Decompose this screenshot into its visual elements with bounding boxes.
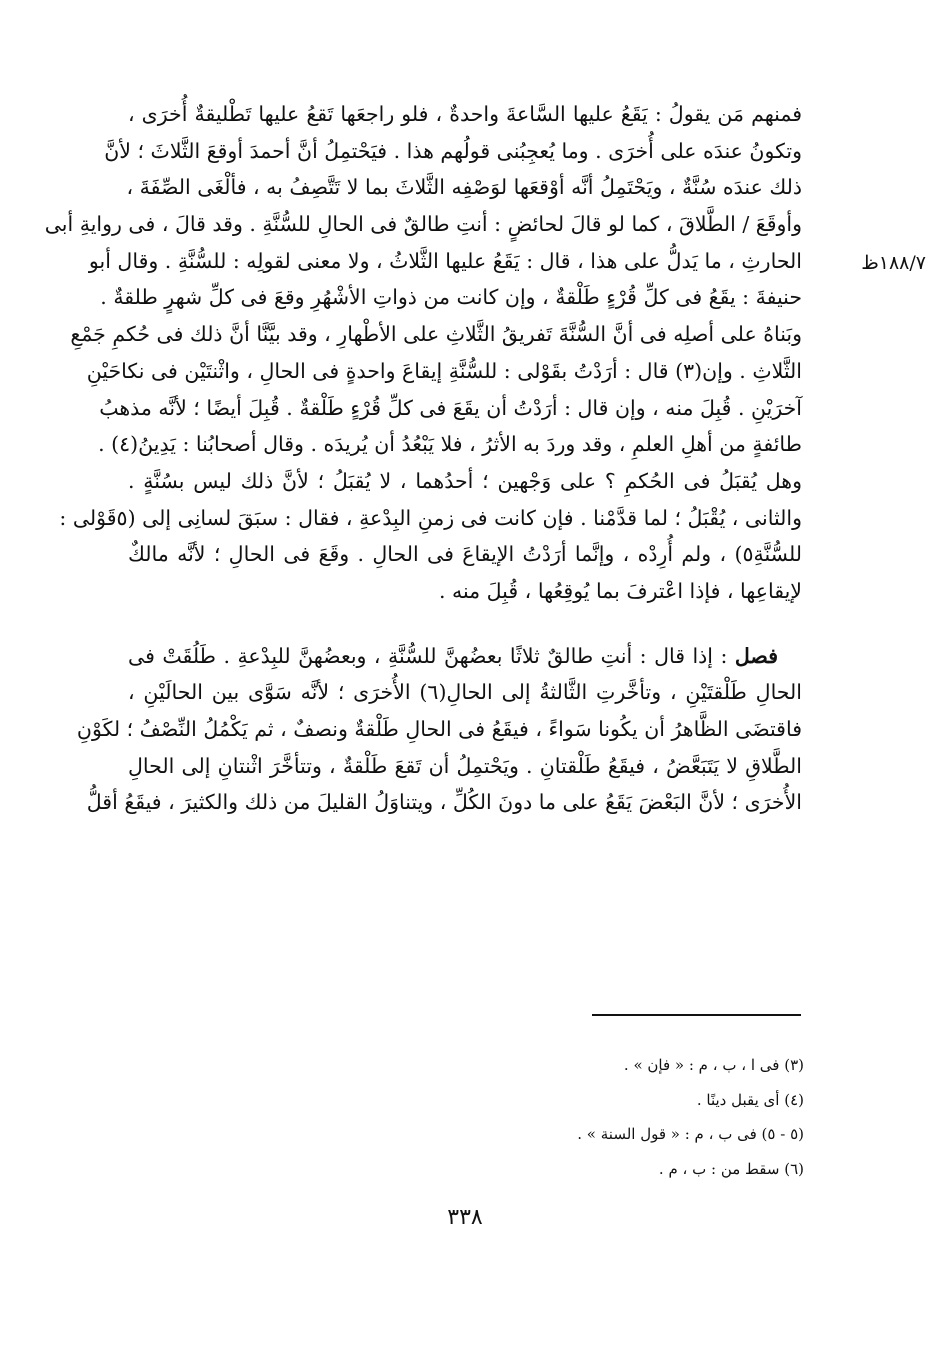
text-line: الثَّلاثِ . وإن(٣) قال : أرَدْتُ بقَوْلى : للسُّنَّةِ إيقاعَ واحدةٍ فى الحالِ ، واثْنتَيْن فى نكاحَيْنِ [86, 358, 802, 383]
text-line: وبَناهُ على أصلِه فى أنَّ السُّنَّةَ تَفريقُ الثَّلاثِ على الأطْهارِ ، وقد بيَّنَّا أنَّ ذلك فى حُكمِ جَمْعِ [70, 322, 802, 347]
text-line: طائفةٍ من أهلِ العلمِ ، وقد وردَ به الأثرُ ، فلا يَبْعُدُ أن يُريدَه . وقال أصحابُنا : يَدِينُ(٤) . [98, 432, 802, 457]
text-line: الحارثِ ، ما يَدلُّ على هذا ، قال : يَقَعُ عليها الثَّلاثُ ، ولا معنى لقولِه : للسُّنَّةِ . وقال أبو [88, 248, 802, 273]
text-line: فمنهم مَن يقولُ : يَقَعُ عليها السَّاعةَ واحدةٌ ، فلو راجعَها تَقعُ عليها تَطْليقةٌ أُخرَى ، [128, 102, 802, 126]
text-line: والثانى ، يُقْبَلُ ؛ لما قدَّمْنا . فإن كانت فى زمنِ البِدْعةِ ، فقال : سبَقَ لسانِى إلى (٥قَوْلى : [59, 505, 802, 530]
text-line: الطَّلاقِ لا يَتَبَعَّضُ ، فيقَعُ طَلْقتانِ . ويَحْتمِلُ أن تَقعَ طَلْقةٌ ، وتتأخَّرَ اثْنتانِ إلى الحالِ [128, 753, 802, 778]
footnote: (٥ - ٥) فى ب ، م : « قول السنة » . [577, 1125, 804, 1143]
page-number: ٣٣٨ [447, 1205, 483, 1230]
text-line: وهل يُقبَلُ فى الحُكمِ ؟ على وَجْهين ؛ أحدُهما ، لا يُقبَلُ ؛ لأنَّ ذلك ليس بسُنَّةٍ . [128, 468, 802, 493]
footnote: (٣) فى ا ، ب ، م : « فإن » . [623, 1056, 804, 1074]
footnote: (٤) أى يقبل دينًا . [696, 1090, 804, 1109]
footnote-separator [592, 1014, 801, 1016]
section-first-line [128, 638, 802, 675]
footnote: (٦) سقط من : ب ، م . [658, 1159, 804, 1178]
section-gap [128, 610, 802, 638]
text-line: وتكونُ عندَه على أُخرَى . وما يُعجِبُنى قولُهم هذا . فيَحْتمِلُ أنَّ أحمدَ أوقعَ الثَّلاثَ ؛ لأنَّ [104, 138, 802, 163]
text-line: فاقتضَى الظَّاهرُ أن يكُونا سَواءً ، فيقَعُ فى الحالِ طَلْقةٌ ونصفٌ ، ثم يَكْمُلُ النِّصْفُ ؛ لكَوْنِ [76, 717, 802, 741]
paragraph-1 [44, 96, 802, 610]
section-heading: فصل [734, 643, 778, 668]
section-first-line-text: : إذا قال : أنتِ طالقٌ ثلاثًا بعضُهنَّ للسُّنَّةِ ، وبعضُهنَّ للبِدْعةِ . طَلُقَتْ فى [128, 643, 728, 668]
main-text [44, 96, 802, 821]
margin-manuscript-reference: ١٨٨/٧ظ [861, 252, 926, 274]
text-line: الحالِ طَلْقتَيْنِ ، وتأخَّرتِ الثَّالثةُ إلى الحالِ(٦) الأُخرَى ؛ لأنَّه سَوَّى بين الحالَيْنِ ، [128, 680, 802, 705]
text-line: ذلك عندَه سُنَّةٌ ، ويَحْتَمِلُ أنَّه أوْقعَها لوَصْفِه الثَّلاثَ بما لا تَتَّصِفُ به ، فألْغَى الصِّفَةَ ، [126, 175, 802, 200]
paragraph-2 [76, 638, 802, 821]
text-line: لإيقاعِها ، فإذا اعْترفَ بما يُوقِعُها ، قُبِلَ منه . [438, 578, 802, 603]
text-line: وأوقَعَ / الطَّلاقَ ، كما لو قالَ لحائضٍ : أنتِ طالقٌ فى الحالِ للسُّنَّةِ . وقد قالَ ، فى روايةِ أبى [44, 212, 802, 237]
text-line: للسُّنَّةِ٥) ، ولم أُرِدْه ، وإنَّما أرَدْتُ الإيقاعَ فى الحالِ . وقَعَ فى الحالِ ؛ لأنَّه مالكٌ [128, 542, 802, 567]
text-line: حنيفةَ : يقَعُ فى كلِّ قُرْءٍ طَلْقةٌ ، وإن كانت من ذواتِ الأشْهُرِ وقعَ فى كلِّ شهرٍ طلقةٌ . [100, 285, 802, 310]
footnotes [420, 1048, 804, 1186]
text-line: آخرَيْنِ . قُبِلَ منه ، وإن قال : أرَدْتُ أن يقَعَ فى كلِّ قُرْءٍ طَلْقةٌ . قُبِلَ أيضًا ؛ لأنَّه مذهبُ [99, 395, 802, 420]
text-line: الأُخرَى ؛ لأنَّ البَعْضَ يَقَعُ على ما دونَ الكُلِّ ، ويتناوَلُ القليلَ من ذلك والكثيرَ ، فيقَعُ أقلُّ [86, 790, 802, 815]
